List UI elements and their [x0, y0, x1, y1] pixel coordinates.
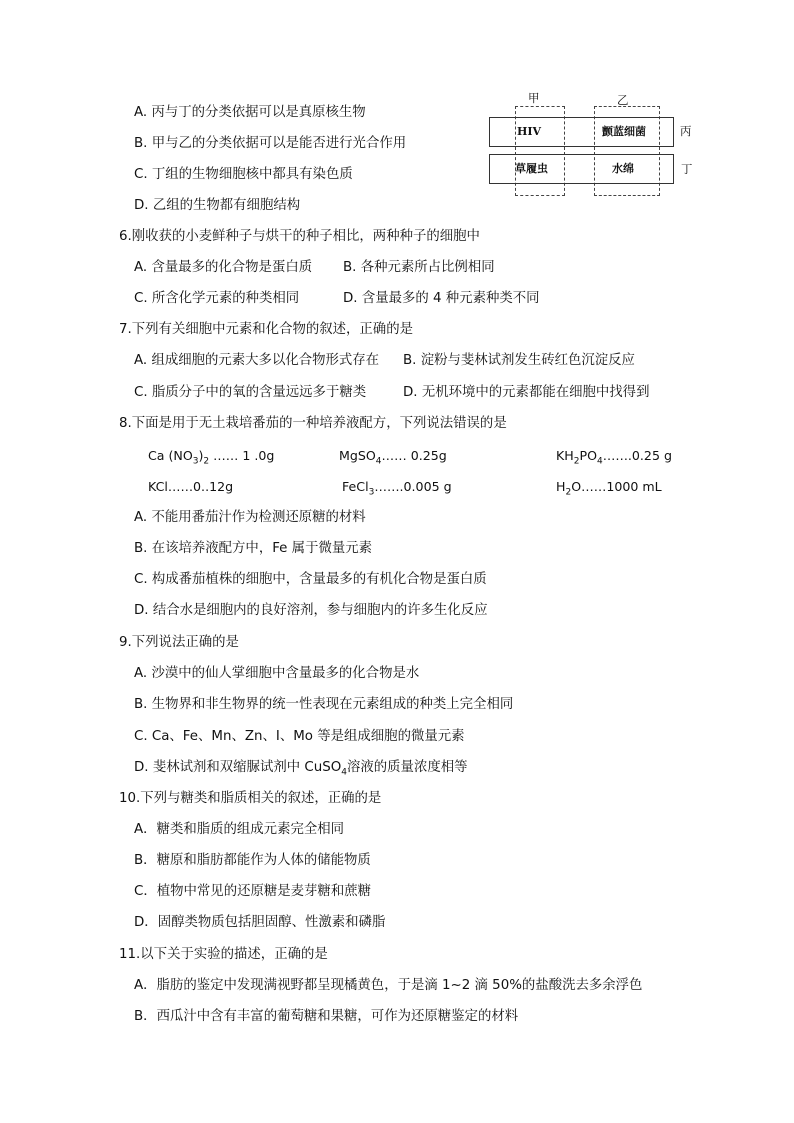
option-c-prev: C. 丁组的生物细胞核中都具有染色质: [134, 167, 353, 182]
question-11-option-b: B．西瓜汁中含有丰富的葡萄糖和果糖，可作为还原糖鉴定的材料: [134, 1009, 519, 1024]
question-7-option-b: B. 淀粉与斐林试剂发生砖红色沉淀反应: [403, 353, 635, 368]
question-6-stem: 6.刚收获的小麦鲜种子与烘干的种子相比，两种种子的细胞中: [119, 229, 480, 244]
question-6-option-a: A. 含量最多的化合物是蛋白质: [134, 260, 313, 275]
diagram-row-ding: 丁: [681, 162, 693, 176]
question-7-option-a: A. 组成细胞的元素大多以化合物形式存在: [134, 353, 380, 368]
question-11-stem: 11.以下关于实验的描述，正确的是: [119, 947, 328, 962]
diagram-cell-caolv: 草履虫: [515, 162, 548, 175]
question-8-option-d: D. 结合水是细胞内的良好溶剂，参与细胞内的许多生化反应: [134, 603, 488, 618]
diagram-col-jia: 甲: [528, 91, 540, 105]
option-b-prev: B. 甲与乙的分类依据可以是能否进行光合作用: [134, 136, 407, 151]
question-7-option-c: C. 脂质分子中的氧的含量远远多于糖类: [134, 385, 367, 400]
question-9-option-c: C. Ca、Fe、Mn、Zn、I、Mo 等是组成细胞的微量元素: [134, 729, 465, 744]
question-9-stem: 9.下列说法正确的是: [119, 635, 239, 650]
option-d-prev: D. 乙组的生物都有细胞结构: [134, 198, 301, 213]
question-10-option-b: B．糖原和脂肪都能作为人体的储能物质: [134, 853, 371, 868]
question-10-option-d: D．固醇类物质包括胆固醇、性激素和磷脂: [134, 915, 386, 930]
diagram-cell-shuimian: 水绵: [612, 162, 634, 175]
recipe-h2o: $H_2O\dots\dots 1000$ mL: [556, 479, 662, 498]
question-8-option-a: A. 不能用番茄汁作为检测还原糖的材料: [134, 510, 366, 525]
recipe-fecl3: FeCl$_3$…….0.005 g: [342, 479, 452, 498]
question-10-stem: 10.下列与糖类和脂质相关的叙述，正确的是: [119, 791, 382, 806]
recipe-mgso4: MgSO$_4$…… 0.25g: [339, 448, 447, 467]
question-6-option-d: D. 含量最多的 4 种元素种类不同: [343, 291, 540, 306]
recipe-kh2po4: $KH_2PO_4\dots\dots.0.25$ g: [556, 448, 672, 467]
diagram-row-bing: 丙: [680, 124, 692, 138]
recipe-kcl: KCl……0..12g: [148, 479, 234, 494]
question-8-option-c: C. 构成番茄植株的细胞中，含量最多的有机化合物是蛋白质: [134, 572, 487, 587]
question-9-option-a: A. 沙漠中的仙人掌细胞中含量最多的化合物是水: [134, 666, 420, 681]
question-8-stem: 8.下面是用于无土栽培番茄的一种培养液配方，下列说法错误的是: [119, 416, 507, 431]
diagram-cell-hiv: HIV: [517, 125, 542, 138]
question-7-stem: 7.下列有关细胞中元素和化合物的叙述，正确的是: [119, 322, 413, 337]
question-7-option-d: D. 无机环境中的元素都能在细胞中找得到: [403, 385, 650, 400]
question-9-option-b: B. 生物界和非生物界的统一性表现在元素组成的种类上完全相同: [134, 697, 514, 712]
question-10-option-c: C．植物中常见的还原糖是麦芽糖和蔗糖: [134, 884, 371, 899]
question-10-option-a: A．糖类和脂质的组成元素完全相同: [134, 822, 345, 837]
question-11-option-a: A．脂肪的鉴定中发现满视野都呈现橘黄色，于是滴 1~2 滴 50%的盐酸洗去多余浮色: [134, 978, 643, 993]
question-6-option-b: B. 各种元素所占比例相同: [343, 260, 495, 275]
diagram-cell-lanzao: 颤蓝细菌: [602, 125, 646, 138]
question-6-option-c: C. 所含化学元素的种类相同: [134, 291, 300, 306]
question-9-option-d: D. 斐林试剂和双缩脲试剂中 CuSO$_4$溶液的质量浓度相等: [134, 760, 468, 778]
option-a-prev: A. 丙与丁的分类依据可以是真原核生物: [134, 105, 366, 120]
question-8-option-b: B. 在该培养液配方中，Fe 属于微量元素: [134, 541, 373, 556]
recipe-ca-no3: Ca $(NO_3)_2$ …… 1 .0g: [148, 448, 275, 467]
diagram-col-yi: 乙: [617, 93, 629, 107]
